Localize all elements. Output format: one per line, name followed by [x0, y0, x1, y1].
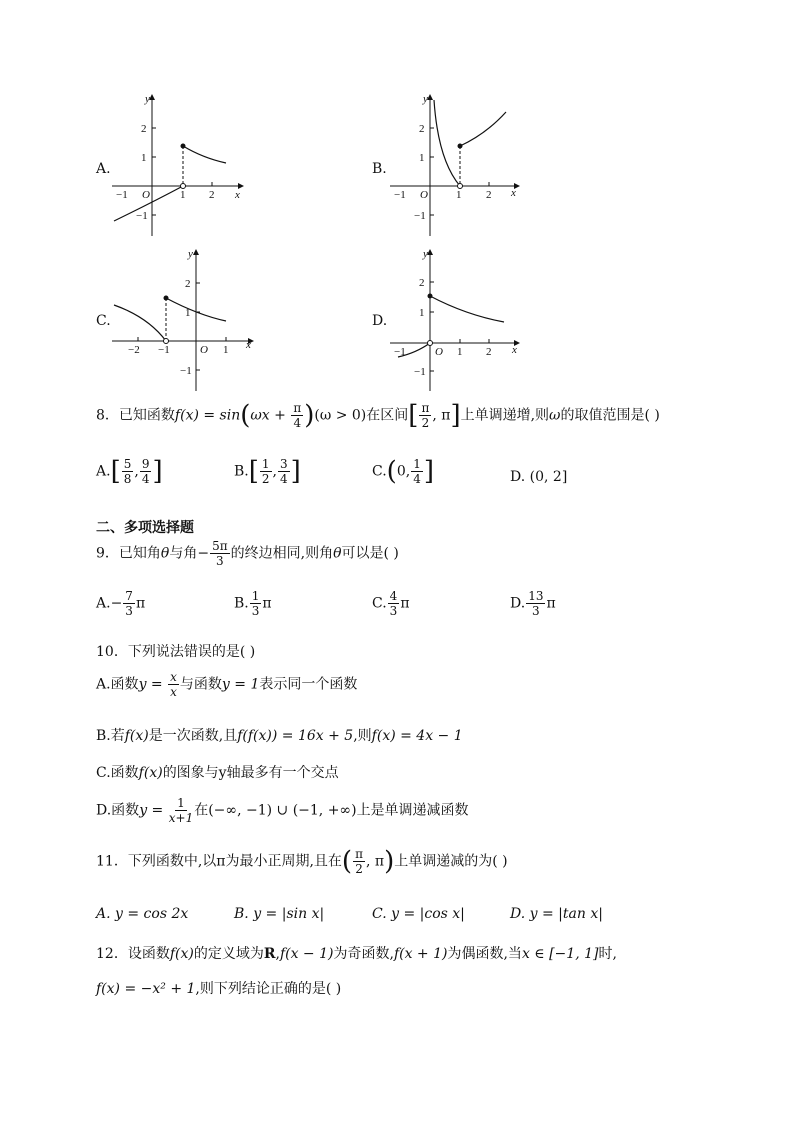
- question-12-line-1: 12．设函数f(x)的定义域为R,f(x − 1)为奇函数,f(x + 1)为偶函数,当x ∈ [−1, 1]时,: [96, 946, 617, 962]
- graph-a: [108, 90, 248, 240]
- x-tick: −1: [394, 346, 406, 358]
- x-tick: 1: [180, 189, 186, 201]
- y-tick: 1: [141, 152, 147, 164]
- origin-label: O: [200, 344, 208, 356]
- option-d-label: D.: [372, 313, 388, 329]
- x-tick: −2: [128, 344, 140, 356]
- y-axis-label: y: [188, 248, 193, 260]
- y-tick: −1: [414, 366, 426, 378]
- y-tick: 2: [419, 277, 425, 289]
- q10-option-c[interactable]: C.函数f(x)的图象与y轴最多有一个交点: [96, 765, 339, 781]
- x-tick: 1: [457, 346, 463, 358]
- y-axis-label: y: [423, 248, 428, 260]
- x-tick: 1: [456, 189, 462, 201]
- q11-option-c[interactable]: C. y = |cos x|: [372, 906, 465, 922]
- x-axis-label: x: [246, 339, 251, 351]
- q8-option-a[interactable]: A.[ $\frac{5}{8}$ , $\frac{9}{4}$ ]: [96, 456, 163, 487]
- q11-option-a[interactable]: A. y = cos 2x: [96, 906, 189, 922]
- x-axis-label: x: [511, 187, 516, 199]
- origin-label: O: [420, 189, 428, 201]
- x-tick: −1: [158, 344, 170, 356]
- origin-label: O: [142, 189, 150, 201]
- graph-b: [386, 90, 526, 240]
- q8-option-c[interactable]: C.(0, $\frac{1}{4}$ ]: [372, 456, 434, 487]
- x-axis-label: x: [512, 344, 517, 356]
- q8-option-b[interactable]: B.[ $\frac{1}{2}$ , $\frac{3}{4}$ ]: [234, 456, 301, 487]
- x-tick: −1: [116, 189, 128, 201]
- question-11: 11．下列函数中,以π为最小正周期,且在( $\frac{\pi}{2}$ , π)上单调递减的为( ): [96, 846, 508, 877]
- graph-c: [108, 245, 258, 395]
- section-heading: 二、多项选择题: [96, 520, 194, 536]
- y-tick: −1: [180, 365, 192, 377]
- q10-option-a[interactable]: A.函数y = $\frac{x}{x}$ 与函数y = 1表示同一个函数: [96, 670, 358, 699]
- y-tick: 2: [185, 278, 191, 290]
- x-tick: 2: [486, 346, 492, 358]
- y-tick: 1: [419, 307, 425, 319]
- y-tick: −1: [414, 210, 426, 222]
- option-a-label: A.: [96, 161, 111, 177]
- q9-option-b[interactable]: B. $\frac{1}{3}$ π: [234, 589, 272, 618]
- option-b-label: B.: [372, 161, 387, 177]
- q11-option-b[interactable]: B. y = |sin x|: [234, 906, 325, 922]
- origin-label: O: [435, 346, 443, 358]
- y-tick: −1: [136, 210, 148, 222]
- q8-option-d[interactable]: D. (0, 2]: [510, 469, 568, 485]
- y-tick: 1: [419, 152, 425, 164]
- graph-d: [386, 245, 526, 395]
- q9-option-c[interactable]: C. $\frac{4}{3}$ π: [372, 589, 410, 618]
- y-tick: 1: [185, 307, 191, 319]
- x-tick: 2: [209, 189, 215, 201]
- q11-option-d[interactable]: D. y = |tan x|: [510, 906, 603, 922]
- question-12-line-2: f(x) = −x² + 1,则下列结论正确的是( ): [96, 981, 342, 997]
- q9-option-d[interactable]: D. $\frac{13}{3}$ π: [510, 589, 556, 618]
- q9-option-a[interactable]: A.− $\frac{7}{3}$ π: [96, 589, 146, 618]
- y-axis-label: y: [145, 93, 150, 105]
- q10-option-b[interactable]: B.若f(x)是一次函数,且f(f(x)) = 16x + 5,则f(x) = 4x − 1: [96, 728, 463, 744]
- y-axis-label: y: [423, 93, 428, 105]
- question-8: 8．已知函数f(x) = sin(ωx + $\frac{\pi}{4}$ )(ω > 0)在区间[ $\frac{\pi}{2}$ , π]上单调递增,则ω的取值范围是( ): [96, 400, 660, 431]
- question-9: 9．已知角θ与角− $\frac{5\pi}{3}$ 的终边相同,则角θ可以是( ): [96, 539, 399, 568]
- y-tick: 2: [419, 123, 425, 135]
- x-tick: −1: [394, 189, 406, 201]
- x-tick: 2: [486, 189, 492, 201]
- x-axis-label: x: [235, 189, 240, 201]
- x-tick: 1: [223, 344, 229, 356]
- question-10: 10．下列说法错误的是( ): [96, 644, 256, 660]
- option-c-label: C.: [96, 313, 111, 329]
- y-tick: 2: [141, 123, 147, 135]
- q10-option-d[interactable]: D.函数y = $\frac{1}{x+1}$ 在(−∞, −1) ∪ (−1, +∞)上是单调递减函数: [96, 796, 469, 825]
